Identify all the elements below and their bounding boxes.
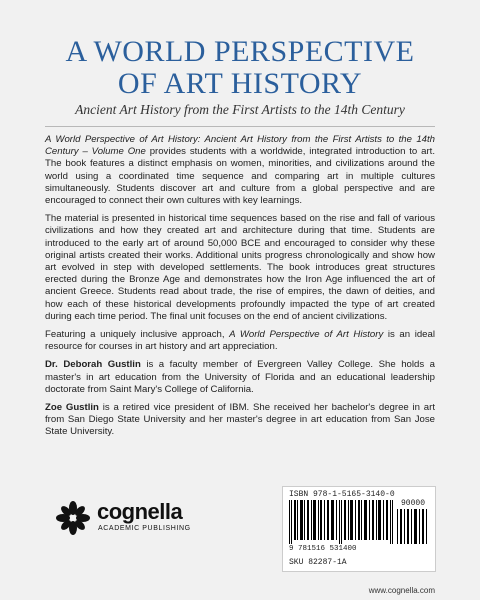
title-line-1: A WORLD PERSPECTIVE [65,35,415,68]
author-bio-zoe [45,402,435,439]
publisher-logo [55,498,215,538]
author-name-zoe: Zoe Gustlin [45,402,99,414]
paragraph-approach [45,329,435,353]
title-line-2: OF ART HISTORY [117,67,363,100]
paragraph-intro-text: provides students with a worldwide, integrated introduction to art. The book features a distinct emphasis on women, minorities, and civilizations around the world using a coordinated time sequence and comparing art in multiple cultures simultaneously. Students discover art and culture from a global perspective and are encouraged to connect their own cultures with key learnings. [45,146,435,207]
publisher-tagline: ACADEMIC PUBLISHING [98,525,191,532]
description [45,134,435,445]
book-title-italic-2: A World Perspective of Art History [229,329,384,341]
paragraph-material: The material is presented in historical time sequences based on the rise and fall of various civilizations and how they created art and architecture during that time. Students are introduced to the early art of around 50,000 BCE and encouraged to consider why these original artists created their works. Additional units progress chronologically and show how art evolved in step with developed settlements. The book introduces great structures erected during the Bronze Age and demonstrates how the Iron Age influenced the art of ancient Greece. Students read about trade, the rise of empires, the dawn of deities, and how each of these historical developments profoundly impacted the type of art created during each time period. The final unit focuses on the end of ancient civilizations. [45,213,435,322]
price-code: 90000 [401,499,426,508]
isbn-barcode [282,486,436,572]
sku-text: SKU 82287-1A [289,558,347,567]
subtitle: Ancient Art History from the First Artists to the 14th Century [75,102,405,117]
paragraph-intro [45,134,435,207]
paragraph-approach-end: is an ideal resource for courses in art history and art appreciation. [45,329,435,353]
divider [45,126,435,127]
cognella-logo-icon [55,500,91,536]
isbn-text: ISBN 978-1-5165-3140-0 [289,490,395,499]
publisher-website: www.cognella.com [368,586,435,595]
barcode-icon [289,500,393,544]
publisher-name: cognella [97,499,183,524]
paragraph-approach-start: Featuring a uniquely inclusive approach, [45,329,230,341]
price-barcode-icon [397,509,429,544]
author-bio-deborah [45,359,435,396]
book-title-italic: A World Perspective of Art History: Ancient Art History from the First Artists to the 14th Century – Volume One [45,134,435,158]
author-name-deborah: Dr. Deborah Gustlin [45,359,141,371]
author-bio-deborah-text: is a faculty member of Evergreen Valley College. She holds a master's in art education from the University of Florida and an educational leadership doctorate from Saint Mary's College of California. [45,359,435,395]
barcode-digits: 9 781516 531400 [289,545,357,553]
author-bio-zoe-text: is a retired vice president of IBM. She received her bachelor's degree in art from San Diego State University and her master's degree in art education from San Jose State University. [45,402,436,438]
